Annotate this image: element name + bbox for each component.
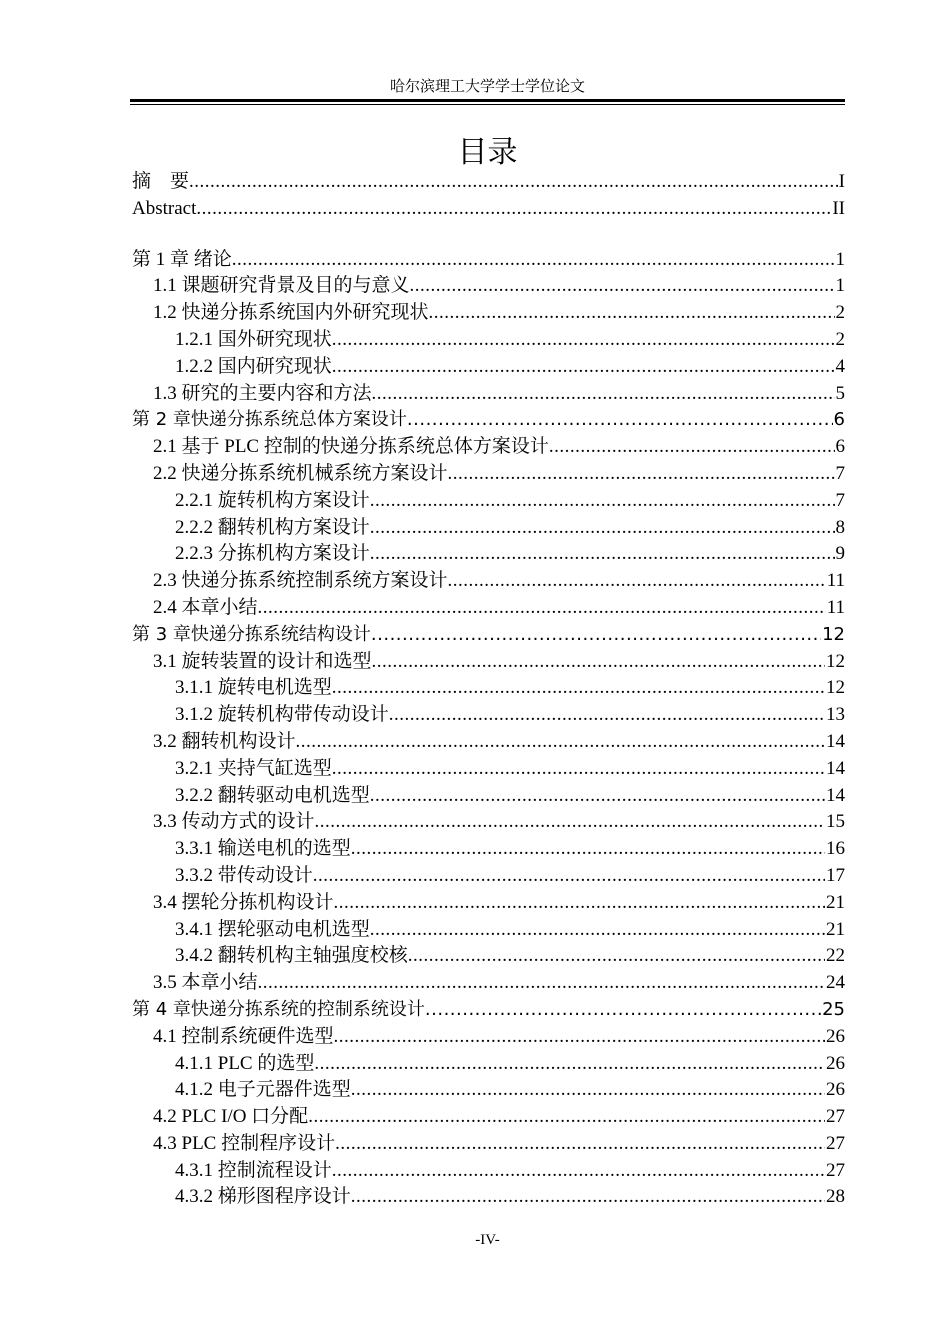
toc-entry[interactable] xyxy=(130,1077,845,1104)
toc-entry-label: 3.4.1 摆轮驱动电机选型 xyxy=(175,918,370,940)
toc-entry-label: 4.3.2 梯形图程序设计 xyxy=(175,1186,351,1208)
toc-entry-label: 2.2 快递分拣系统机械系统方案设计 xyxy=(153,462,448,484)
table-of-contents xyxy=(130,169,845,1211)
toc-leader-dots xyxy=(351,1184,825,1211)
toc-entry-page: 14 xyxy=(826,757,845,779)
toc-entry[interactable] xyxy=(130,970,845,997)
toc-entry[interactable] xyxy=(130,649,845,676)
toc-entry-page: I xyxy=(838,171,845,192)
toc-entry[interactable] xyxy=(130,169,845,196)
toc-entry-label: 2.2.3 分拣机构方案设计 xyxy=(175,543,370,565)
toc-entry-label: 第 1 章 绪论 xyxy=(132,248,232,270)
toc-entry[interactable] xyxy=(130,622,845,649)
toc-leader-dots xyxy=(196,196,831,223)
toc-entry[interactable] xyxy=(130,675,845,702)
toc-entry-page: 17 xyxy=(826,864,845,886)
running-header: 哈尔滨理工大学学士学位论文 xyxy=(389,79,585,95)
toc-leader-dots xyxy=(258,595,826,622)
toc-entry[interactable] xyxy=(130,381,845,408)
toc-entry[interactable] xyxy=(130,702,845,729)
toc-entry-page: 15 xyxy=(826,811,845,833)
toc-entry[interactable] xyxy=(130,917,845,944)
toc-entry-label: 1.2 快递分拣系统国内外研究现状 xyxy=(153,302,429,324)
toc-entry-page: 11 xyxy=(826,596,845,618)
toc-entry-page: 6 xyxy=(833,409,845,431)
toc-entry-page: 25 xyxy=(822,998,845,1020)
toc-leader-dots xyxy=(308,1104,825,1131)
toc-entry-page: 12 xyxy=(826,650,845,672)
toc-entry[interactable] xyxy=(130,756,845,783)
toc-entry[interactable] xyxy=(130,809,845,836)
toc-entry[interactable] xyxy=(130,997,845,1024)
page-number: -IV- xyxy=(475,1232,500,1248)
toc-leader-dots xyxy=(370,541,835,568)
toc-entry-page: 26 xyxy=(826,1052,845,1074)
toc-entry[interactable] xyxy=(130,434,845,461)
toc-entry-page: 9 xyxy=(835,543,845,565)
toc-leader-dots xyxy=(332,354,835,381)
toc-entry-page: 26 xyxy=(826,1025,845,1047)
toc-leader-dots xyxy=(389,702,825,729)
toc-entry-page: 13 xyxy=(826,704,845,726)
toc-entry-label: 1.2.1 国外研究现状 xyxy=(175,328,332,350)
toc-entry[interactable] xyxy=(130,273,845,300)
toc-entry[interactable] xyxy=(130,327,845,354)
toc-leader-dots xyxy=(448,568,826,595)
toc-entry[interactable] xyxy=(130,863,845,890)
toc-entry-page: II xyxy=(832,197,845,219)
toc-leader-dots xyxy=(351,836,825,863)
toc-entry-page: 1 xyxy=(835,275,845,297)
toc-entry[interactable] xyxy=(130,300,845,327)
toc-entry-page: 22 xyxy=(826,945,845,967)
toc-entry-label: Abstract xyxy=(132,197,197,219)
toc-entry[interactable] xyxy=(130,1051,845,1078)
toc-leader-dots xyxy=(370,515,835,542)
toc-entry-label: 1.2.2 国内研究现状 xyxy=(175,355,332,377)
toc-entry-label: 4.3 PLC 控制程序设计 xyxy=(153,1132,336,1154)
toc-entry-page: 8 xyxy=(835,516,845,538)
toc-entry-page: 26 xyxy=(826,1079,845,1101)
toc-entry-label: 2.3 快递分拣系统控制系统方案设计 xyxy=(153,570,448,592)
toc-entry-page: 14 xyxy=(826,730,845,752)
toc-entry[interactable] xyxy=(130,943,845,970)
toc-leader-dots xyxy=(332,756,825,783)
toc-entry[interactable] xyxy=(130,836,845,863)
toc-entry-label: 第 4 章快递分拣系统的控制系统设计 xyxy=(132,998,425,1020)
toc-entry-label: 1.1 课题研究背景及目的与意义 xyxy=(153,275,410,297)
toc-entry-label: 4.1.2 电子元器件选型 xyxy=(175,1079,351,1101)
toc-entry[interactable] xyxy=(130,461,845,488)
toc-entry[interactable] xyxy=(130,783,845,810)
toc-entry[interactable] xyxy=(130,354,845,381)
toc-leader-dots xyxy=(351,1077,825,1104)
toc-leader-dots xyxy=(408,943,825,970)
toc-leader-dots xyxy=(549,434,835,461)
toc-entry[interactable] xyxy=(130,890,845,917)
toc-entry-page: 27 xyxy=(826,1132,845,1154)
toc-entry-label: 4.3.1 控制流程设计 xyxy=(175,1159,332,1181)
toc-entry-page: 2 xyxy=(835,328,845,350)
toc-entry-label: 2.4 本章小结 xyxy=(153,596,258,618)
toc-entry-page: 4 xyxy=(835,355,845,377)
toc-entry-page: 12 xyxy=(826,677,845,699)
toc-leader-dots xyxy=(335,1131,825,1158)
toc-entry-page: 7 xyxy=(835,462,845,484)
toc-entry-label: 3.3.2 带传动设计 xyxy=(175,864,313,886)
toc-leader-dots xyxy=(332,1158,825,1185)
toc-leader-dots xyxy=(371,622,821,649)
toc-leader-dots xyxy=(232,247,835,274)
page-title: 目录 xyxy=(457,135,518,170)
toc-leader-dots xyxy=(313,863,825,890)
toc-entry-label: 4.2 PLC I/O 口分配 xyxy=(153,1106,309,1128)
toc-entry-page: 16 xyxy=(826,838,845,860)
toc-leader-dots xyxy=(332,327,835,354)
toc-entry-label: 3.1.2 旋转机构带传动设计 xyxy=(175,704,389,726)
header-rule-thick xyxy=(130,99,845,102)
toc-entry[interactable] xyxy=(130,595,845,622)
toc-entry-label: 摘 要 xyxy=(132,171,190,192)
toc-entry-label: 3.3 传动方式的设计 xyxy=(153,811,315,833)
toc-entry[interactable] xyxy=(130,515,845,542)
header-rule-thin xyxy=(130,104,845,105)
toc-entry-page: 28 xyxy=(826,1186,845,1208)
toc-entry-label: 4.1.1 PLC 的选型 xyxy=(175,1052,315,1074)
toc-leader-dots xyxy=(315,809,825,836)
toc-entry-label: 3.1.1 旋转电机选型 xyxy=(175,677,332,699)
toc-leader-dots xyxy=(448,461,835,488)
toc-entry-label: 3.2 翻转机构设计 xyxy=(153,730,296,752)
toc-entry-label: 2.2.2 翻转机构方案设计 xyxy=(175,516,370,538)
toc-leader-dots xyxy=(370,917,825,944)
toc-entry[interactable] xyxy=(130,1184,845,1211)
toc-entry-page: 5 xyxy=(835,382,845,404)
toc-entry[interactable] xyxy=(130,1104,845,1131)
toc-entry[interactable] xyxy=(130,407,845,434)
toc-entry-label: 3.2.1 夹持气缸选型 xyxy=(175,757,332,779)
toc-entry-page: 1 xyxy=(835,248,845,270)
toc-entry-label: 3.4 摆轮分拣机构设计 xyxy=(153,891,334,913)
toc-leader-dots xyxy=(314,1051,825,1078)
toc-entry-label: 2.1 基于 PLC 控制的快递分拣系统总体方案设计 xyxy=(153,436,549,458)
toc-entry-label: 第 3 章快递分拣系统结构设计 xyxy=(132,623,371,645)
toc-leader-dots xyxy=(258,970,825,997)
toc-entry[interactable] xyxy=(130,729,845,756)
toc-entry[interactable] xyxy=(130,488,845,515)
toc-entry[interactable] xyxy=(130,1024,845,1051)
toc-leader-dots xyxy=(370,488,835,515)
toc-leader-dots xyxy=(334,890,825,917)
toc-leader-dots xyxy=(296,729,825,756)
toc-entry-page: 27 xyxy=(826,1159,845,1181)
toc-leader-dots xyxy=(407,407,833,434)
toc-entry-label: 3.1 旋转装置的设计和选型 xyxy=(153,650,372,672)
toc-entry-label: 第 2 章快递分拣系统总体方案设计 xyxy=(132,409,407,431)
toc-entry-page: 27 xyxy=(826,1106,845,1128)
toc-leader-dots xyxy=(332,675,825,702)
toc-entry-label: 2.2.1 旋转机构方案设计 xyxy=(175,489,370,511)
toc-entry-page: 24 xyxy=(826,972,845,994)
toc-entry[interactable] xyxy=(130,1158,845,1185)
toc-entry[interactable] xyxy=(130,568,845,595)
toc-leader-dots xyxy=(334,1024,825,1051)
toc-entry-label: 3.2.2 翻转驱动电机选型 xyxy=(175,784,370,806)
toc-entry-page: 7 xyxy=(835,489,845,511)
toc-entry-page: 11 xyxy=(826,570,845,592)
toc-entry-label: 3.3.1 输送电机的选型 xyxy=(175,838,351,860)
toc-leader-dots xyxy=(189,169,838,196)
toc-entry[interactable] xyxy=(130,196,845,223)
toc-leader-dots xyxy=(372,649,825,676)
toc-entry[interactable] xyxy=(130,1131,845,1158)
toc-entry[interactable] xyxy=(130,247,845,274)
toc-entry[interactable] xyxy=(130,541,845,568)
toc-leader-dots xyxy=(370,783,825,810)
toc-entry-page: 21 xyxy=(826,891,845,913)
toc-entry-label: 1.3 研究的主要内容和方法 xyxy=(153,382,372,404)
toc-entry-page: 2 xyxy=(835,302,845,324)
toc-entry-page: 6 xyxy=(835,436,845,458)
toc-entry-page: 12 xyxy=(822,623,845,645)
toc-entry-page: 21 xyxy=(826,918,845,940)
toc-entry-label: 4.1 控制系统硬件选型 xyxy=(153,1025,334,1047)
toc-entry-label: 3.4.2 翻转机构主轴强度校核 xyxy=(175,945,408,967)
toc-spacer xyxy=(130,223,845,247)
toc-leader-dots xyxy=(372,381,835,408)
toc-entry-page: 14 xyxy=(826,784,845,806)
toc-leader-dots xyxy=(425,997,821,1024)
toc-leader-dots xyxy=(410,273,835,300)
toc-entry-label: 3.5 本章小结 xyxy=(153,972,258,994)
toc-leader-dots xyxy=(429,300,835,327)
